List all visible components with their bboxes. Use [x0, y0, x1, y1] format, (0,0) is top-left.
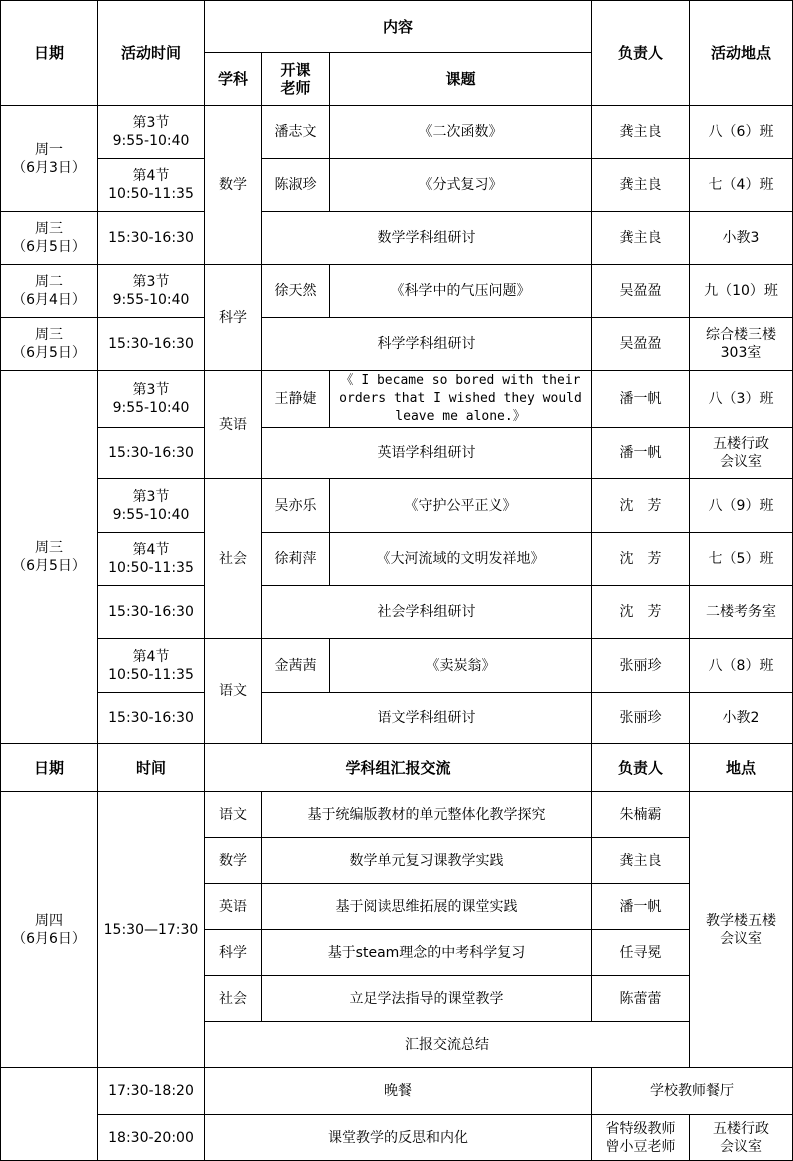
topic-cell: 《守护公平正义》: [330, 479, 592, 533]
report-owner: 任寻冕: [592, 930, 690, 976]
subject-cell: 数学: [205, 106, 262, 265]
period-time: 9:55-10:40: [112, 400, 190, 416]
report-title: 基于steam理念的中考科学复习: [262, 930, 592, 976]
table-row: [1, 693, 793, 744]
date-day: 周三: [35, 327, 63, 343]
owner-cell: 吴盈盈: [592, 265, 690, 318]
subject-cell: 科学: [205, 265, 262, 371]
date-day: 周四: [35, 912, 63, 929]
table-row: [1, 371, 793, 428]
report-header-date: 日期: [1, 744, 98, 792]
date-cell-blank: [1, 1068, 98, 1161]
table-row: [1, 106, 793, 159]
period-label: 第3节: [132, 115, 170, 131]
period-time: 10:50-11:35: [108, 666, 194, 683]
report-title: 基于阅读思维拓展的课堂实践: [262, 884, 592, 930]
time-cell: 15:30-16:30: [98, 586, 205, 639]
report-subject: 数学: [205, 838, 262, 884]
date-date: （6月6日）: [12, 930, 86, 947]
report-title: 基于统编版教材的单元整体化教学探究: [262, 792, 592, 838]
topic-cell: 科学学科组研讨: [262, 318, 592, 371]
place-cell: 小教3: [690, 212, 793, 265]
place-cell: [690, 318, 793, 371]
report-header-title: 学科组汇报交流: [205, 744, 592, 792]
period-label: 第4节: [132, 648, 170, 665]
place-line2: 会议室: [720, 930, 762, 947]
report-header-owner: 负责人: [592, 744, 690, 792]
topic-cell: [330, 371, 592, 428]
date-cell: [1, 792, 98, 1068]
report-owner: 朱楠霸: [592, 792, 690, 838]
time-cell: [98, 106, 205, 159]
teacher-cell: 王静婕: [262, 371, 330, 428]
teacher-cell: 徐莉萍: [262, 533, 330, 586]
period-label: 第3节: [132, 488, 170, 505]
place-cell: 七（5）班: [690, 533, 793, 586]
date-day: 周二: [35, 274, 63, 290]
report-subject: 科学: [205, 930, 262, 976]
table-row: [1, 586, 793, 639]
period-time: 9:55-10:40: [112, 292, 190, 308]
period-label: 第3节: [132, 274, 170, 290]
owner-cell: 沈 芳: [592, 533, 690, 586]
report-subject: 语文: [205, 792, 262, 838]
topic-cell: 《科学中的气压问题》: [330, 265, 592, 318]
time-cell: 15:30-16:30: [98, 212, 205, 265]
place-cell: 九（10）班: [690, 265, 793, 318]
place-cell: 八（9）班: [690, 479, 793, 533]
topic-cell: 《卖炭翁》: [330, 639, 592, 693]
time-cell: [98, 533, 205, 586]
date-cell: [1, 371, 98, 744]
table-row: [1, 212, 793, 265]
owner-cell: 吴盈盈: [592, 318, 690, 371]
table-row: [1, 265, 793, 318]
topic-line1: 《 I became so bored with their: [340, 373, 581, 388]
report-title: 立足学法指导的课堂教学: [262, 976, 592, 1022]
place-line1: 五楼行政: [713, 1120, 769, 1137]
time-cell: [98, 371, 205, 428]
evening-owner: [592, 1115, 690, 1161]
period-time: 10:50-11:35: [108, 186, 194, 202]
place-cell: [690, 428, 793, 479]
report-subject: 英语: [205, 884, 262, 930]
place-cell: 八（8）班: [690, 639, 793, 693]
summary-cell: 汇报交流总结: [205, 1022, 690, 1068]
report-title: 数学单元复习课教学实践: [262, 838, 592, 884]
date-cell: [1, 106, 98, 212]
evening-place: [690, 1115, 793, 1161]
period-time: 9:55-10:40: [112, 133, 190, 149]
report-owner: 潘一帆: [592, 884, 690, 930]
owner-cell: 龚主良: [592, 212, 690, 265]
place-cell: 七（4）班: [690, 159, 793, 212]
report-header-row: [1, 744, 793, 792]
report-row: [1, 792, 793, 838]
owner-cell: 潘一帆: [592, 371, 690, 428]
place-line1: 五楼行政: [713, 436, 769, 452]
topic-line3: leave me alone.》: [395, 409, 526, 424]
place-line2: 303室: [720, 345, 762, 361]
header-place: 活动地点: [690, 1, 793, 106]
place-cell: 八（3）班: [690, 371, 793, 428]
header-owner: 负责人: [592, 1, 690, 106]
place-cell: 小教2: [690, 693, 793, 744]
teacher-cell: 陈淑珍: [262, 159, 330, 212]
header-subject: 学科: [205, 53, 262, 106]
dinner-row: [1, 1068, 793, 1115]
owner-cell: 沈 芳: [592, 479, 690, 533]
place-line2: 会议室: [720, 1138, 762, 1155]
owner-cell: 张丽珍: [592, 639, 690, 693]
subject-cell: 英语: [205, 371, 262, 479]
date-cell: [1, 212, 98, 265]
owner-cell: 龚主良: [592, 159, 690, 212]
date-day: 周三: [35, 221, 63, 237]
report-place: [690, 792, 793, 1068]
topic-cell: 《二次函数》: [330, 106, 592, 159]
dinner-place: 学校教师餐厅: [592, 1068, 793, 1115]
topic-cell: 《大河流域的文明发祥地》: [330, 533, 592, 586]
header-teacher-line1: 开课: [280, 61, 311, 79]
period-label: 第4节: [132, 542, 170, 558]
date-cell: [1, 318, 98, 371]
period-time: 9:55-10:40: [112, 506, 190, 523]
teacher-cell: 吴亦乐: [262, 479, 330, 533]
time-cell: 17:30-18:20: [98, 1068, 205, 1115]
subject-cell: 语文: [205, 639, 262, 744]
date-date: （6月5日）: [12, 558, 86, 574]
report-header-place: 地点: [690, 744, 793, 792]
time-cell: [98, 639, 205, 693]
header-topic: 课题: [330, 53, 592, 106]
period-label: 第4节: [132, 168, 170, 184]
date-day: 周一: [35, 141, 63, 158]
date-date: （6月5日）: [12, 239, 86, 255]
date-cell: [1, 265, 98, 318]
teacher-cell: 徐天然: [262, 265, 330, 318]
place-cell: 八（6）班: [690, 106, 793, 159]
time-cell: [98, 159, 205, 212]
time-cell: 15:30-16:30: [98, 318, 205, 371]
report-owner: 陈蕾蕾: [592, 976, 690, 1022]
topic-cell: 《分式复习》: [330, 159, 592, 212]
date-date: （6月4日）: [12, 292, 86, 308]
place-line1: 综合楼三楼: [706, 327, 776, 343]
table-row: [1, 533, 793, 586]
header-teacher: [262, 53, 330, 106]
period-label: 第3节: [132, 382, 170, 398]
owner-cell: 张丽珍: [592, 693, 690, 744]
table-row: [1, 159, 793, 212]
header-content: 内容: [205, 1, 592, 53]
time-cell: [98, 479, 205, 533]
report-subject: 社会: [205, 976, 262, 1022]
time-cell: 15:30-16:30: [98, 428, 205, 479]
owner-cell: 龚主良: [592, 106, 690, 159]
evening-title: 课堂教学的反思和内化: [205, 1115, 592, 1161]
place-cell: 二楼考务室: [690, 586, 793, 639]
table-row: [1, 428, 793, 479]
date-date: （6月5日）: [12, 345, 86, 361]
header-teacher-line2: 老师: [280, 79, 311, 97]
table-row: [1, 318, 793, 371]
dinner-cell: 晚餐: [205, 1068, 592, 1115]
teacher-cell: 金茜茜: [262, 639, 330, 693]
place-line2: 会议室: [720, 454, 762, 470]
topic-cell: 语文学科组研讨: [262, 693, 592, 744]
time-cell: 15:30-16:30: [98, 693, 205, 744]
topic-cell: 社会学科组研讨: [262, 586, 592, 639]
topic-cell: 数学学科组研讨: [262, 212, 592, 265]
time-cell: [98, 265, 205, 318]
evening-row: [1, 1115, 793, 1161]
report-header-time: 时间: [98, 744, 205, 792]
owner-cell: 沈 芳: [592, 586, 690, 639]
owner-line2: 曾小豆老师: [605, 1138, 676, 1155]
time-cell: 18:30-20:00: [98, 1115, 205, 1161]
topic-cell: 英语学科组研讨: [262, 428, 592, 479]
time-cell: 15:30—17:30: [98, 792, 205, 1068]
date-day: 周三: [35, 540, 63, 556]
table-row: [1, 479, 793, 533]
report-owner: 龚主良: [592, 838, 690, 884]
period-time: 10:50-11:35: [108, 560, 194, 576]
owner-cell: 潘一帆: [592, 428, 690, 479]
place-line1: 教学楼五楼: [706, 912, 776, 929]
header-date: 日期: [1, 1, 98, 106]
subject-cell: 社会: [205, 479, 262, 639]
date-date: （6月3日）: [12, 159, 86, 176]
header-time: 活动时间: [98, 1, 205, 106]
owner-line1: 省特级教师: [605, 1120, 676, 1137]
table-row: [1, 639, 793, 693]
teacher-cell: 潘志文: [262, 106, 330, 159]
topic-line2: orders that I wished they would: [339, 391, 582, 406]
